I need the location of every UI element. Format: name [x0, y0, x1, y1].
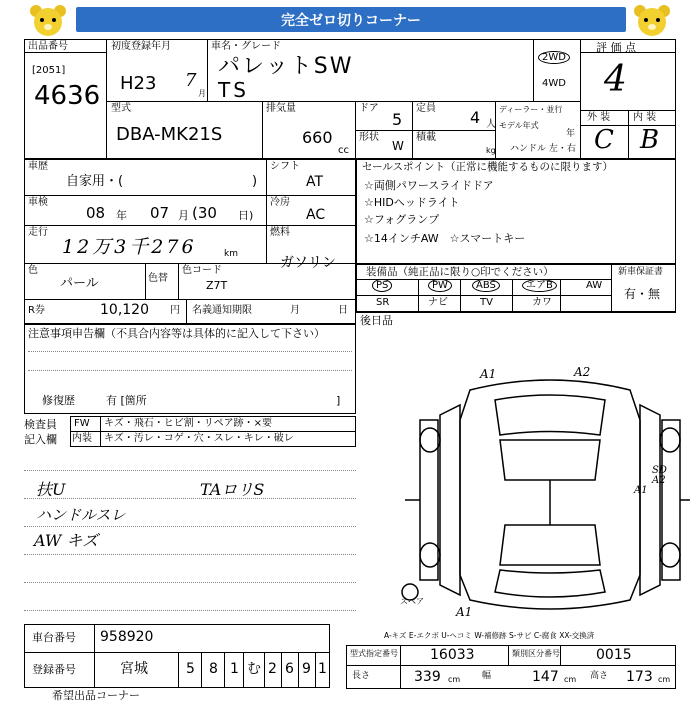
inspection-month-unit: 月 — [178, 209, 189, 222]
bear-mascot-icon — [632, 3, 672, 37]
inspector-row2: キズ・汚レ・コゲ・穴・スレ・キレ・破レ — [104, 433, 294, 444]
chassis-label: 車台番号 — [32, 631, 76, 644]
width-label: 幅 — [482, 671, 492, 681]
color-code-label: 色コード — [182, 265, 222, 276]
equip-airbag: エアB — [522, 279, 557, 292]
history-close: ) — [252, 174, 258, 189]
category-number-value: 0015 — [596, 647, 632, 663]
rear-seat-label: 後日品 — [360, 314, 393, 327]
score-label: 評 価 点 — [596, 41, 636, 54]
inspection-label: 車検 — [28, 197, 48, 208]
repair-close: ] — [336, 394, 341, 407]
plate-pref: 宮城 — [120, 661, 148, 677]
doors-value: 5 — [392, 110, 403, 129]
drive-4wd: 4WD — [542, 78, 566, 89]
inspection-year-unit: 年 — [116, 209, 127, 222]
inspection-year: 08 — [86, 204, 106, 222]
shape-label: 形状 — [359, 132, 379, 143]
diagram-mark-2: A2 — [574, 365, 591, 379]
load-label: 積載 — [416, 132, 436, 143]
equip-leather: カワ — [532, 297, 552, 308]
notes-label: 注意事項申告欄（不具合内容等は具体的に記入して下さい） — [28, 327, 325, 340]
capacity-unit: 人 — [486, 119, 496, 130]
sales-points-title: セールスポイント（正常に機能するものに限ります） — [362, 161, 614, 173]
capacity-value: 4 — [470, 108, 481, 127]
equip-pw: PW — [428, 279, 452, 292]
aircon-label: 冷房 — [270, 197, 290, 208]
mileage-unit: km — [224, 249, 238, 259]
doors-label: ドア — [359, 103, 379, 114]
aircon-value: AC — [306, 207, 326, 223]
shift-value: AT — [306, 174, 324, 190]
mileage-label: 走行 — [28, 227, 48, 238]
repair-value: 有 [箇所 — [106, 394, 147, 407]
hand-note-1: 扶U — [36, 480, 66, 499]
load-unit: kg — [486, 146, 496, 155]
model-label: 型式 — [111, 103, 131, 114]
capacity-label: 定員 — [416, 103, 436, 114]
history-label: 車歴 — [28, 161, 48, 172]
displacement-label: 排気量 — [266, 103, 296, 114]
handle-label: ハンドル 左・右 — [510, 144, 576, 154]
interior-score: B — [640, 125, 660, 155]
equip-navi: ナビ — [428, 297, 448, 308]
equip-aw: AW — [586, 280, 603, 291]
recycle-label: R券 — [28, 305, 45, 316]
inspection-month: 07 — [150, 204, 170, 222]
recycle-unit: 円 — [170, 305, 180, 316]
shift-label: シフト — [270, 161, 300, 172]
dealer-label: ディーラー・並行 — [499, 105, 563, 114]
plate-char-2: 8 — [209, 661, 218, 677]
repair-label: 修復歴 — [42, 394, 75, 407]
mileage-value: 12万3千276 — [62, 236, 197, 258]
lot-sub: [2051] — [32, 65, 66, 76]
notice-month: 月 — [290, 305, 300, 316]
equip-abs: ABS — [472, 279, 500, 292]
color-swap-label: 色替 — [148, 273, 168, 284]
score-value: 4 — [604, 59, 627, 100]
registration-month-unit: 月 — [198, 89, 206, 98]
color-code: Z7T — [206, 279, 228, 292]
hand-note-4: TAロリS — [200, 480, 265, 499]
displacement-value: 660 — [302, 128, 333, 147]
inspector-row1: キズ・飛石・ヒビ割・リペア跡・×要 — [104, 418, 272, 429]
registration-month: 7 — [185, 70, 197, 91]
bear-mascot-icon — [28, 3, 68, 37]
plate-char-3: 1 — [230, 661, 239, 677]
damage-legend: A-キズ E-エクボ U-ヘコミ W-補修跡 S-サビ C-腐食 XX-交換済 — [384, 631, 595, 640]
height-label: 高さ — [590, 671, 609, 681]
diagram-mark-3: SD A2 — [652, 465, 667, 486]
inspector-label-1: 検査員 — [24, 418, 57, 431]
fuel-label: 燃料 — [270, 227, 290, 238]
inspection-day-unit: 日) — [238, 209, 254, 222]
lot-number: 4636 — [34, 81, 101, 111]
plate-label: 登録番号 — [32, 663, 76, 676]
plate-char-7: 9 — [302, 661, 311, 677]
height-value: 173 — [626, 669, 653, 685]
plate-char-6: 6 — [285, 661, 294, 677]
sales-point-2: ☆HIDヘッドライト — [364, 196, 460, 209]
equip-sr: SR — [376, 297, 390, 308]
height-unit: cm — [658, 675, 671, 684]
model-year-unit: 年 — [566, 129, 576, 139]
auction-sheet: 完全ゼロ切りコーナー 出品番号 [2051] 4636 初度登録年月 H23 7 月 車名・グレード パレットSW TS 2WD 4WD 評 価 点 4 外 装 内 装 C B 型式 DBA-MK21S 排気量 660 cc ドア 5 定員 4 人 形状 W 積載 kg ディーラー・並行 モデル年式 年 ハンドル 左・右 車歴 自家用・( ) シフト AT 車検 08 年 07 月 (30 日) 冷房 AC 走行 12万3千276 km 燃料 ガソリン 色 パール 色替 色コード Z7T R券 10,120 円 名義通知期限 月 日 セールスポイント（正常に機能するものに限ります） ☆両側パワースライドドア ☆HIDヘッドライト ☆フォグランプ ☆14インチAW ☆スマートキー 装備品（純正品に限り○印でください） PS PW ABS エアB AW SR ナビ TV カワ 新車保証書 有・無 後日品 注意事項申告欄（不具合内容等は具体的に記入して下さい） 修復歴 有 [箇所 ] 検査員 記入欄 FW キズ・飛石・ヒビ割・リペア跡・×要 内装 キズ・汚レ・コゲ・穴・スレ・キレ・破レ 扶U ハンドルスレ AW キズ TAロリS A1 A2 SD A2 A1 スペア A1 A-キズ E-エクボ U-ヘコミ W-補修跡 S-サビ C-腐食 XX-交換済 車台番号 958920 登録番号 宮城 5 8 1 む 2 6 9 1 型式指定番号 16033 類別区分番号 0015 長さ 339 cm 幅 147 cm 高さ 173 cm 希望出品コーナー — [0, 0, 700, 700]
inspector-label-2: 記入欄 — [24, 433, 57, 446]
drive-2wd: 2WD — [538, 51, 570, 64]
spare-tire-label: スペア — [400, 597, 424, 606]
exterior-score: C — [594, 125, 614, 155]
diagram-mark-4: A1 — [634, 485, 648, 496]
shape-value: W — [392, 139, 404, 153]
hand-note-2: ハンドルスレ — [36, 506, 126, 524]
length-value: 339 — [414, 669, 441, 685]
interior-label: 内 装 — [633, 112, 657, 123]
length-unit: cm — [448, 675, 461, 684]
footer-text: 希望出品コーナー — [52, 689, 140, 702]
diagram-mark-6: A1 — [456, 605, 473, 619]
model-value: DBA-MK21S — [116, 124, 223, 145]
sales-point-4: ☆14インチAW ☆スマートキー — [364, 232, 526, 245]
equip-tv: TV — [480, 297, 493, 308]
history-value: 自家用・( — [66, 174, 124, 189]
chassis-value: 958920 — [100, 629, 154, 645]
plate-char-4: む — [247, 661, 261, 677]
hand-note-3: AW キズ — [34, 531, 99, 550]
color-label: 色 — [28, 265, 38, 276]
car-name-label: 車名・グレード — [211, 41, 281, 52]
banner-title: 完全ゼロ切りコーナー — [76, 7, 626, 32]
exterior-label: 外 装 — [587, 112, 611, 123]
car-grade: TS — [218, 78, 249, 102]
type-number-label: 型式指定番号 — [350, 649, 398, 658]
type-number-value: 16033 — [430, 647, 475, 663]
inspection-day: 30 — [197, 204, 217, 222]
equip-ps: PS — [372, 279, 392, 292]
warranty-value: 有・無 — [624, 287, 661, 301]
category-number-label: 類別区分番号 — [512, 649, 560, 658]
equipment-title: 装備品（純正品に限り○印でください） — [366, 266, 554, 278]
model-year-label: モデル年式 — [499, 121, 539, 130]
length-label: 長さ — [352, 671, 371, 681]
lot-label: 出品番号 — [28, 41, 68, 52]
car-name: パレットSW — [218, 54, 354, 79]
sales-point-3: ☆フォグランプ — [364, 213, 440, 226]
plate-char-1: 5 — [186, 661, 195, 677]
color-value: パール — [60, 276, 99, 291]
width-unit: cm — [564, 675, 577, 684]
notice-label: 名義通知期限 — [192, 305, 252, 316]
warranty-label: 新車保証書 — [618, 267, 664, 277]
registration-era: H23 — [120, 73, 157, 94]
displacement-unit: cc — [338, 145, 349, 156]
recycle-value: 10,120 — [100, 302, 149, 318]
plate-char-5: 2 — [268, 661, 277, 677]
notice-day: 日 — [338, 305, 348, 316]
fuel-value: ガソリン — [280, 255, 336, 271]
inspector-row2-head: 内装 — [72, 433, 92, 444]
diagram-mark-1: A1 — [480, 367, 497, 381]
sales-point-1: ☆両側パワースライドドア — [364, 179, 494, 192]
sales-points-box — [356, 159, 676, 264]
plate-char-8: 1 — [318, 661, 327, 677]
registration-label: 初度登録年月 — [111, 41, 171, 52]
inspector-row1-head: FW — [74, 418, 90, 429]
width-value: 147 — [532, 669, 559, 685]
